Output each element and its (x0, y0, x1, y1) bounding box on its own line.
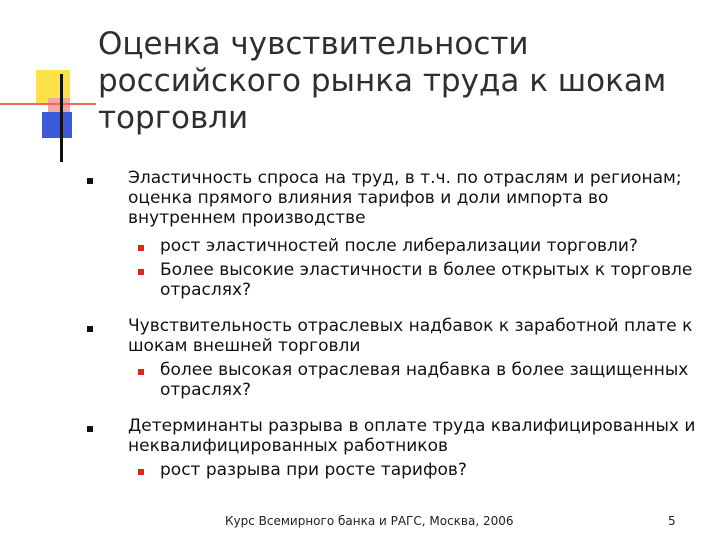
bullet-marker (87, 426, 93, 432)
bullet-marker (87, 326, 93, 332)
bullet-marker (87, 178, 93, 184)
sub-bullet-item-1-1: рост эластичностей после либерализации торговли? (160, 236, 638, 256)
slide-footer: Курс Всемирного банка и РАГС, Москва, 2006 (225, 514, 514, 528)
sub-bullet-item-2-1: более высокая отраслевая надбавка в более защищенных отраслях? (160, 360, 689, 400)
slide-title: Оценка чувствительности российского рынка труда к шокам торговли (98, 26, 667, 136)
sub-bullet-item-1-2: Более высокие эластичности в более открытых к торговле отраслях? (160, 260, 693, 300)
logo-blue-square (42, 112, 72, 138)
slide-logo-decoration (0, 0, 100, 170)
bullet-item-2: Чувствительность отраслевых надбавок к заработной плате к шокам внешней торговли (128, 316, 693, 356)
sub-bullet-item-3-1: рост разрыва при росте тарифов? (160, 460, 467, 480)
logo-horizontal-line (0, 103, 96, 105)
bullet-item-3: Детерминанты разрыва в оплате труда квалифицированных и неквалифицированных работников (128, 416, 696, 456)
sub-bullet-marker (138, 369, 144, 375)
sub-bullet-marker (138, 245, 144, 251)
page-number: 5 (668, 514, 676, 528)
sub-bullet-marker (138, 269, 144, 275)
sub-bullet-marker (138, 469, 144, 475)
bullet-item-1: Эластичность спроса на труд, в т.ч. по отраслям и регионам; оценка прямого влияния тарифов и доли импорта во внутреннем производстве (128, 168, 682, 228)
logo-vertical-line (60, 74, 63, 162)
